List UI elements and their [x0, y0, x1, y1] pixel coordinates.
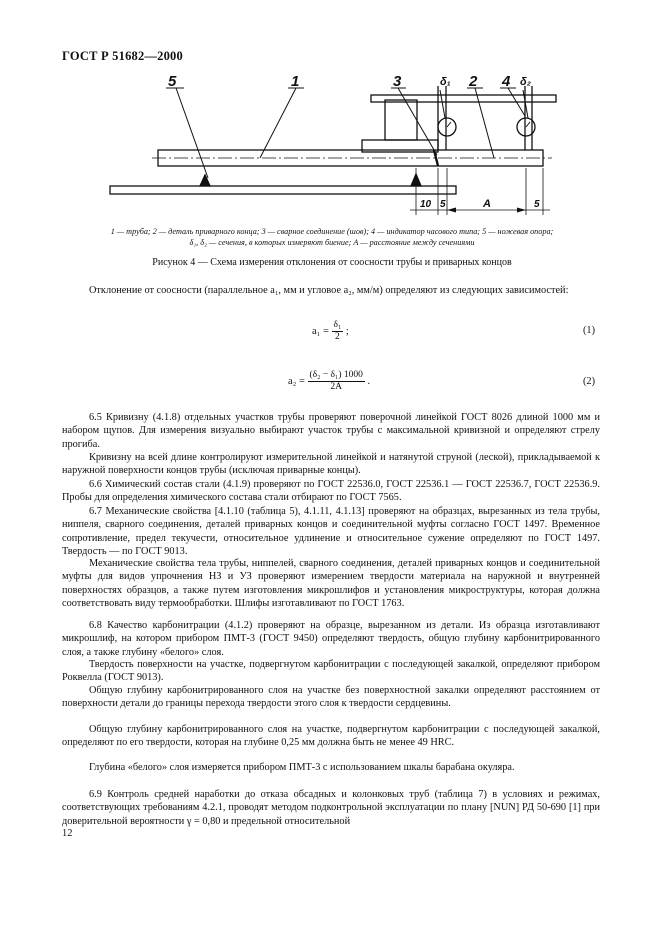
formula-1-numerator: δ₁: [333, 320, 342, 330]
document-header: ГОСТ Р 51682—2000: [62, 49, 183, 63]
equation-number-2: (2): [583, 376, 596, 387]
equation-number-1: (1): [583, 325, 596, 336]
formula-2-lhs: a₂ =: [288, 375, 305, 387]
label-5: 5: [168, 73, 177, 90]
paragraph-6-8-b: Твердость поверхности на участке, подвергнутом карбонитрации с последующей закалкой, определяют прибором Роквелла (ГОСТ 9013).: [62, 659, 600, 684]
legend-line-2: δ₁, δ₂ — сечения, в которых измеряют биение; A — расстояние между сечениями: [189, 238, 475, 247]
paragraph-6-7: 6.7 Механические свойства [4.1.10 (таблица 5), 4.1.11, 4.1.13] проверяют на образцах, вырезанных из тела трубы, ниппеля, сварного соединения, деталей приварных концов и соединительной муфты согласно ГОСТ 1497. Временное сопротивление, предел текучести, относительное удлинение и относительное сужение определяют по ГОСТ 1497. Твердость — по ГОСТ 9013.: [62, 506, 600, 558]
paragraph-6-7-b: Механические свойства тела трубы, ниппелей, сварного соединения, деталей приварных концов и соединительной муфты для видов упрочнения НЗ и УЗ проверяют измерением твердости материала на наружной и внутренней поверхностях образцов, а также путем изготовления микрошлифов и установления микроструктуры, которая должна соответствовать виду термообработки. Шлифы изготавливают по ГОСТ 1763.: [62, 558, 600, 610]
measurement-diagram: [100, 70, 570, 220]
paragraph-6-5: 6.5 Кривизну (4.1.8) отдельных участков трубы проверяют поверочной линейкой ГОСТ 8026 длиной 1000 мм и набором щупов. Для измерения визуально выбирают участок трубы с максимальной кривизной и определяют стрелу прогиба.: [62, 412, 600, 450]
formula-1: [312, 320, 349, 343]
paragraph-6-8-d: Общую глубину карбонитрированного слоя на участке, подвергнутом карбонитрации с последующей закалкой, определяют по его твердости, которая на глубине 0,25 мм должна быть не менее 49 HRC.: [62, 724, 600, 749]
formula-1-fraction: [332, 320, 344, 343]
dim-10: 10: [420, 199, 432, 210]
diagram-svg: [100, 70, 570, 220]
paragraph-6-8-e: Глубина «белого» слоя измеряется прибором ПМТ-3 с использованием шкалы барабана окуляра.: [89, 762, 515, 773]
legend-line-1: 1 — труба; 2 — деталь приварного конца; 3 — сварное соединение (шов); 4 — индикатор часового типа; 5 — ножевая опора;: [110, 227, 554, 236]
support-rail: [110, 186, 456, 194]
dim-5b: 5: [534, 199, 540, 210]
formula-1-denominator: 2: [335, 332, 340, 342]
paragraph-6-8-c: Общую глубину карбонитрированного слоя на участке без поверхностной закалки определяют расстоянием от поверхности детали до границы перехода твердости этого слоя к твердости сердцевины.: [62, 685, 600, 710]
page-number: 12: [62, 828, 73, 839]
formula-2-numerator: (δ₂ − δ₁) 1000: [309, 370, 363, 380]
formula-1-lhs: a₁ =: [312, 325, 329, 337]
label-delta-1: δ₁: [440, 76, 451, 88]
paragraph-intro: Отклонение от соосности (параллельное a₁, мм и угловое a₂, мм/м) определяют из следующих зависимостей:: [89, 285, 569, 296]
formula-2-tail: .: [367, 375, 371, 387]
dim-5a: 5: [440, 199, 446, 210]
paragraph-6-9: 6.9 Контроль средней наработки до отказа обсадных и колонковых труб (таблица 7) в условиях и режимах, соответствующих требованиям 4.2.1, проводят методом подконтрольной эксплуатации по плану [NUN] РД 50-690 [1] при доверительной вероятности γ = 0,80 и предельной относительной: [62, 789, 600, 827]
knife-support-left: [200, 175, 210, 186]
indicator-bar: [371, 95, 556, 102]
label-4: 4: [502, 73, 511, 90]
formula-2-denominator: 2A: [330, 382, 342, 392]
paragraph-6-6: 6.6 Химический состав стали (4.1.9) проверяют по ГОСТ 22536.0, ГОСТ 22536.1 — ГОСТ 22536.7, ГОСТ 22536.9. Пробы для определения химического состава стали отбирают по ГОСТ 7565.: [62, 479, 600, 504]
formula-2: [288, 370, 370, 393]
figure-caption: Рисунок 4 — Схема измерения отклонения от соосности трубы и приварных концов: [152, 257, 512, 268]
formula-1-tail: ;: [345, 325, 349, 337]
paragraph-6-8: 6.8 Качество карбонитрации (4.1.2) проверяют на образце, вырезанном из детали. Из образца изготавливают микрошлиф, на котором прибором ПМТ-3 (ГОСТ 9450) определяют твердость, общую глубину карбонитрированного слоя, а также глубину «белого» слоя.: [62, 620, 600, 658]
weld-block-top: [385, 100, 417, 140]
paragraph-6-5-b: Кривизну на всей длине контролируют измерительной линейкой и натянутой струной (леской), прикладываемой к наружной поверхности концов трубы (исключая приварные концы).: [62, 452, 600, 477]
label-2: 2: [469, 73, 478, 90]
label-delta-2: δ₂: [520, 76, 531, 88]
label-3: 3: [393, 73, 402, 90]
dim-A: A: [483, 198, 491, 210]
label-1: 1: [291, 73, 300, 90]
formula-2-fraction: [308, 370, 365, 393]
figure-legend: [62, 226, 602, 248]
